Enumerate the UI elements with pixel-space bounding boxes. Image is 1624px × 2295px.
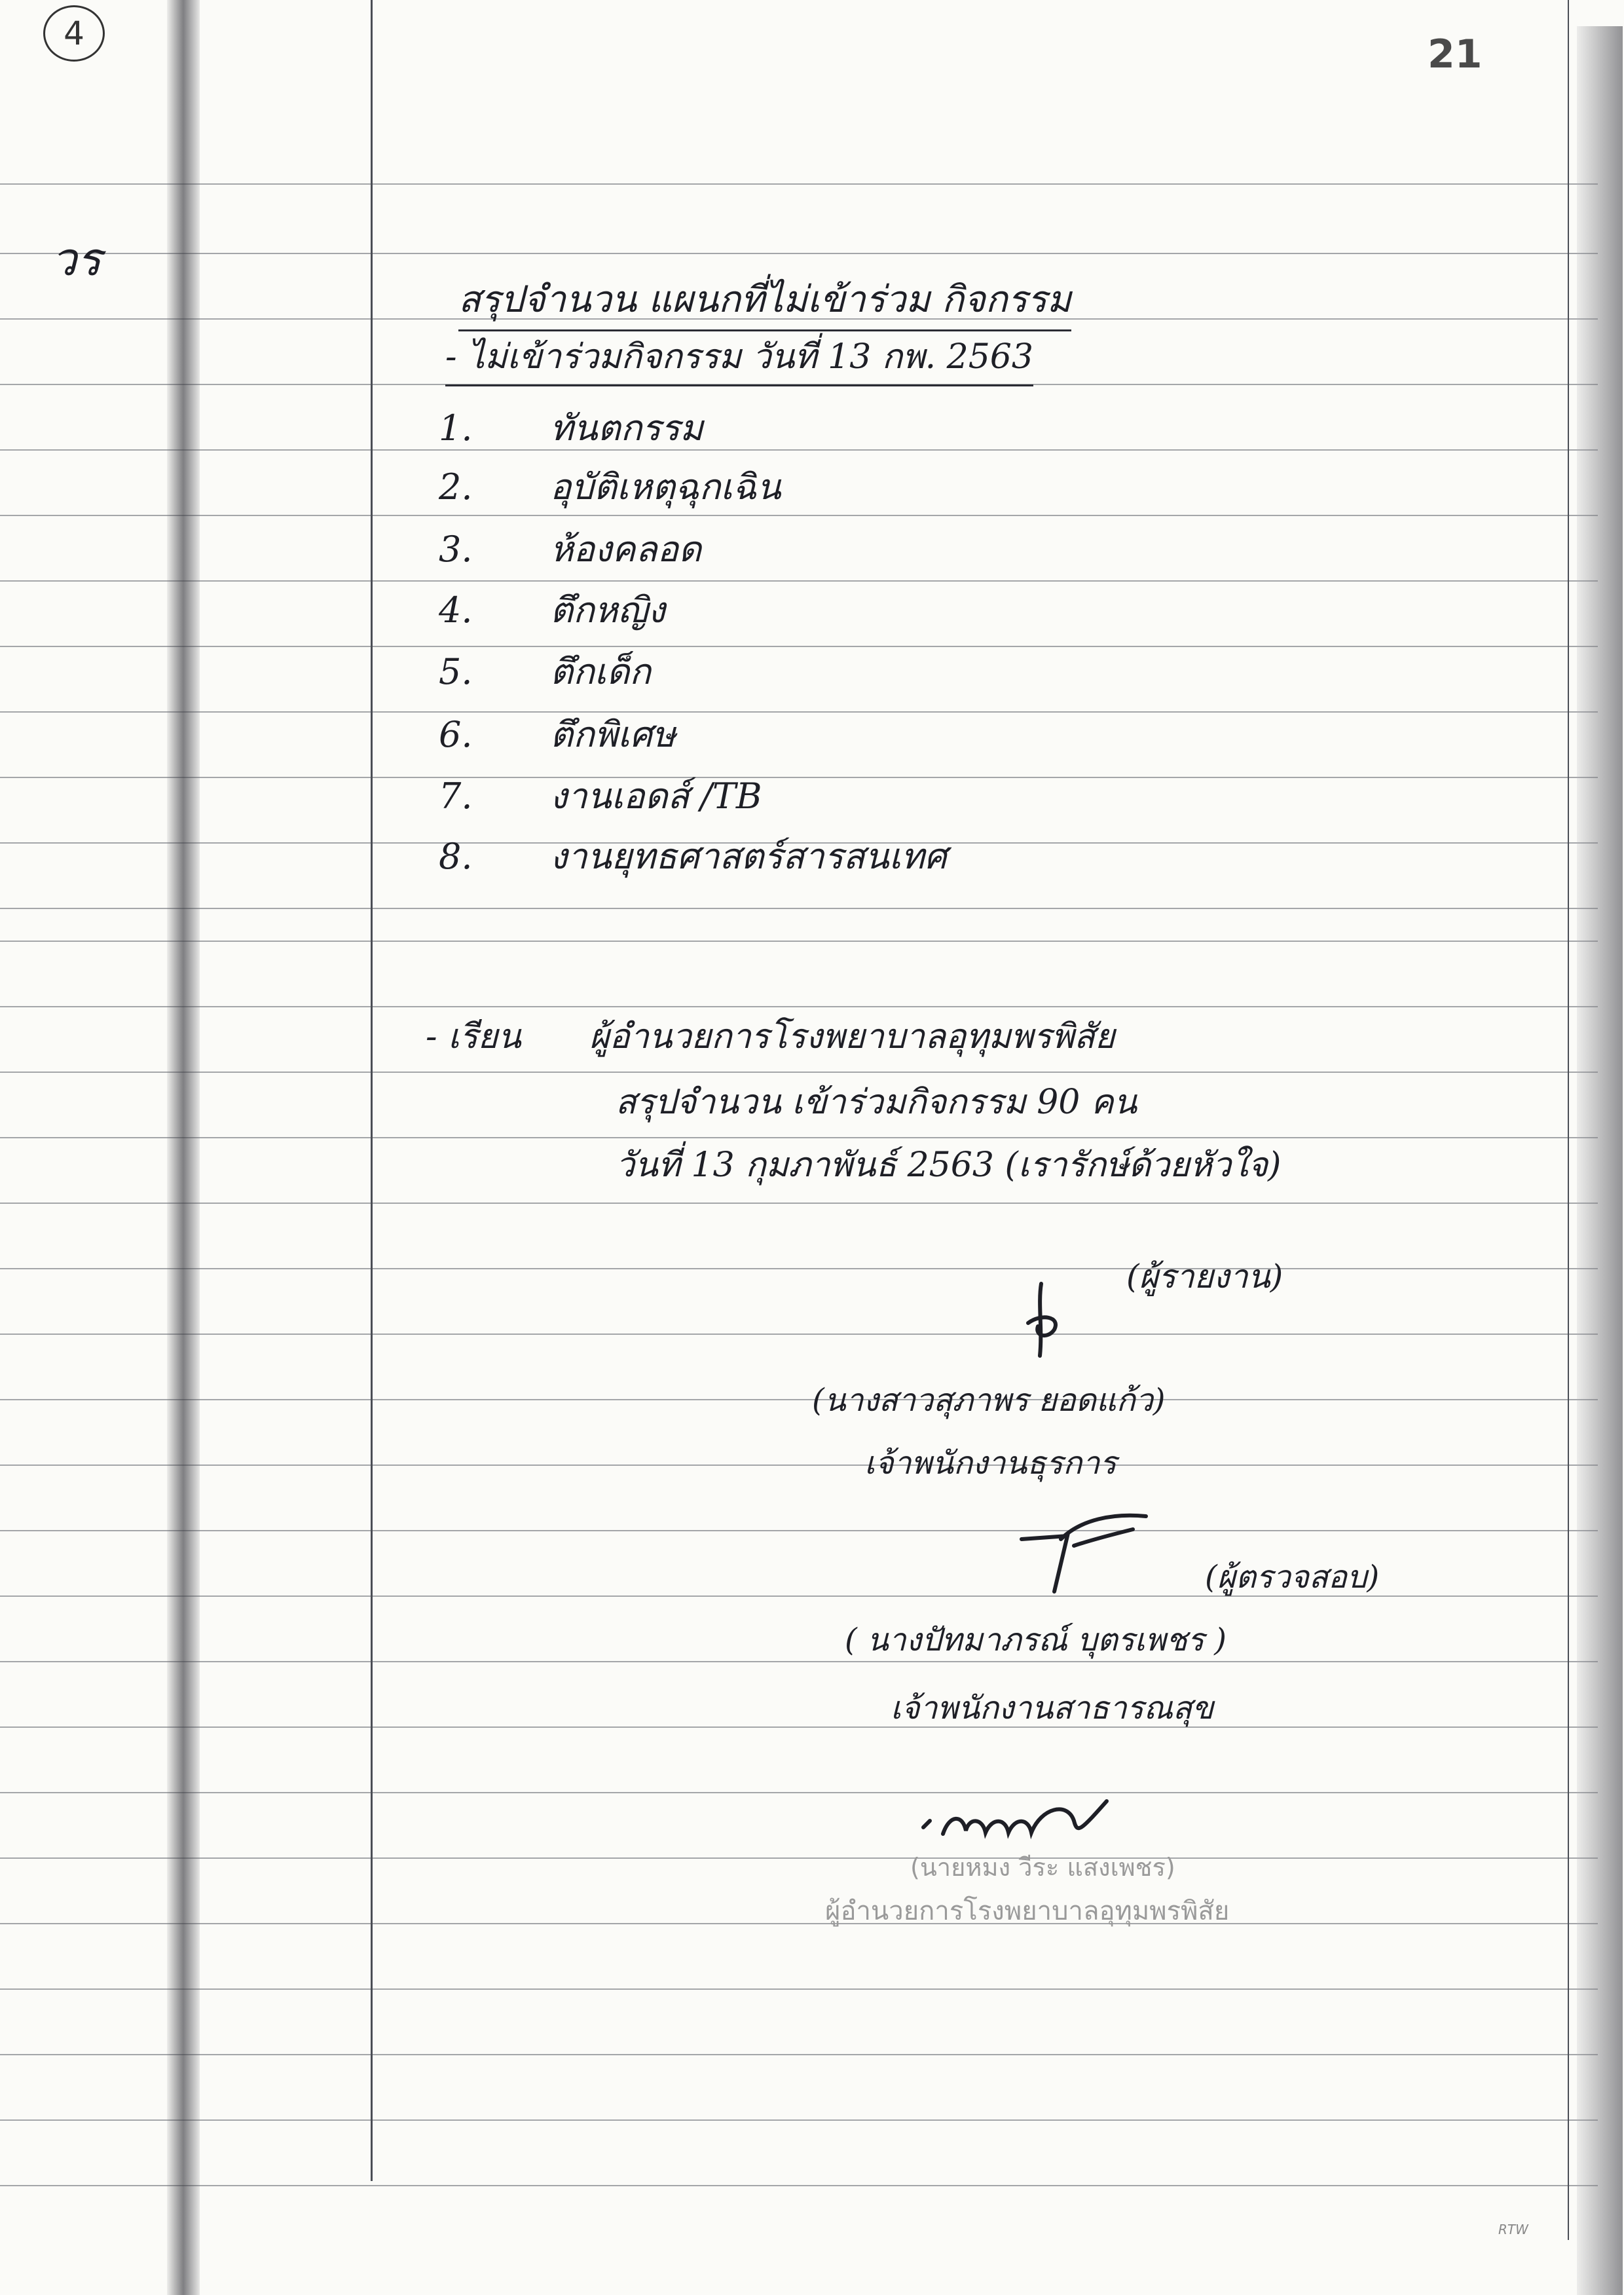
list-item-number: 5. bbox=[439, 651, 473, 692]
list-item-number: 3. bbox=[439, 529, 473, 570]
document-subtitle: - ไม่เข้าร่วมกิจกรรม วันที่ 13 กพ. 2563 bbox=[445, 329, 1033, 386]
list-item-text: ทันตกรรม bbox=[550, 407, 703, 449]
list-item bbox=[439, 706, 676, 762]
list-item-text: อุบัติเหตุฉุกเฉิน bbox=[550, 466, 781, 508]
memo-line-2: สรุปจำนวน เข้าร่วมกิจกรรม 90 คน bbox=[616, 1083, 1137, 1122]
list-item-number: 8. bbox=[439, 836, 473, 877]
list-item bbox=[439, 458, 781, 515]
binding-shadow bbox=[167, 0, 200, 2295]
checker-name: ( นางปัทมาภรณ์ บุตรเพชร ) bbox=[845, 1622, 1227, 1658]
list-item-number: 1. bbox=[439, 407, 473, 449]
reporter-signature bbox=[1002, 1277, 1087, 1369]
list-item bbox=[439, 768, 762, 824]
memo-line-1: ผู้อำนวยการโรงพยาบาลอุทุมพรพิสัย bbox=[589, 1017, 1115, 1056]
reporter-role: (ผู้รายงาน) bbox=[1126, 1258, 1283, 1296]
reporter-name: (นางสาวสุภาพร ยอดแก้ว) bbox=[812, 1382, 1166, 1419]
director-name: (นายหมง วีระ แสงเพชร) bbox=[910, 1853, 1175, 1882]
checker-signature bbox=[1008, 1500, 1159, 1605]
checker-role: (ผู้ตรวจสอบ) bbox=[1205, 1559, 1380, 1595]
list-item-number: 4. bbox=[439, 589, 473, 631]
page-edge-shadow bbox=[1577, 26, 1623, 2295]
list-item-text: งานยุทธศาสตร์สารสนเทศ bbox=[550, 836, 947, 877]
checker-position: เจ้าพนักงานสาธารณสุข bbox=[891, 1690, 1214, 1726]
list-item bbox=[439, 643, 651, 700]
document-title: สรุปจำนวน แผนกที่ไม่เข้าร่วม กิจกรรม bbox=[458, 270, 1071, 331]
list-item-text: ตึกเด็ก bbox=[550, 651, 651, 692]
director-position: ผู้อำนวยการโรงพยาบาลอุทุมพรพิสัย bbox=[825, 1896, 1230, 1926]
list-item-text: งานเอดส์ /TB bbox=[550, 775, 762, 817]
corner-circled-number: 4 bbox=[43, 5, 105, 62]
reporter-position: เจ้าพนักงานธุรการ bbox=[864, 1445, 1117, 1482]
margin-note: วร bbox=[51, 233, 101, 286]
list-item-number: 2. bbox=[439, 466, 473, 508]
list-item-number: 7. bbox=[439, 775, 473, 817]
list-item bbox=[439, 521, 701, 577]
memo-line-3: วันที่ 13 กุมภาพันธ์ 2563 (เรารักษ์ด้วยหัวใจ) bbox=[616, 1146, 1282, 1185]
list-item bbox=[439, 828, 947, 884]
list-item bbox=[439, 400, 703, 456]
list-item-text: ตึกพิเศษ bbox=[550, 714, 676, 755]
list-item bbox=[439, 582, 665, 638]
director-signature bbox=[917, 1782, 1126, 1854]
page-number: 21 bbox=[1428, 31, 1483, 77]
memo-lead: - เรียน bbox=[426, 1017, 521, 1056]
footer-mark: RTW bbox=[1498, 2222, 1528, 2237]
list-item-text: ห้องคลอด bbox=[550, 529, 702, 570]
list-item-number: 6. bbox=[439, 714, 473, 755]
list-item-text: ตึกหญิง bbox=[550, 589, 665, 631]
